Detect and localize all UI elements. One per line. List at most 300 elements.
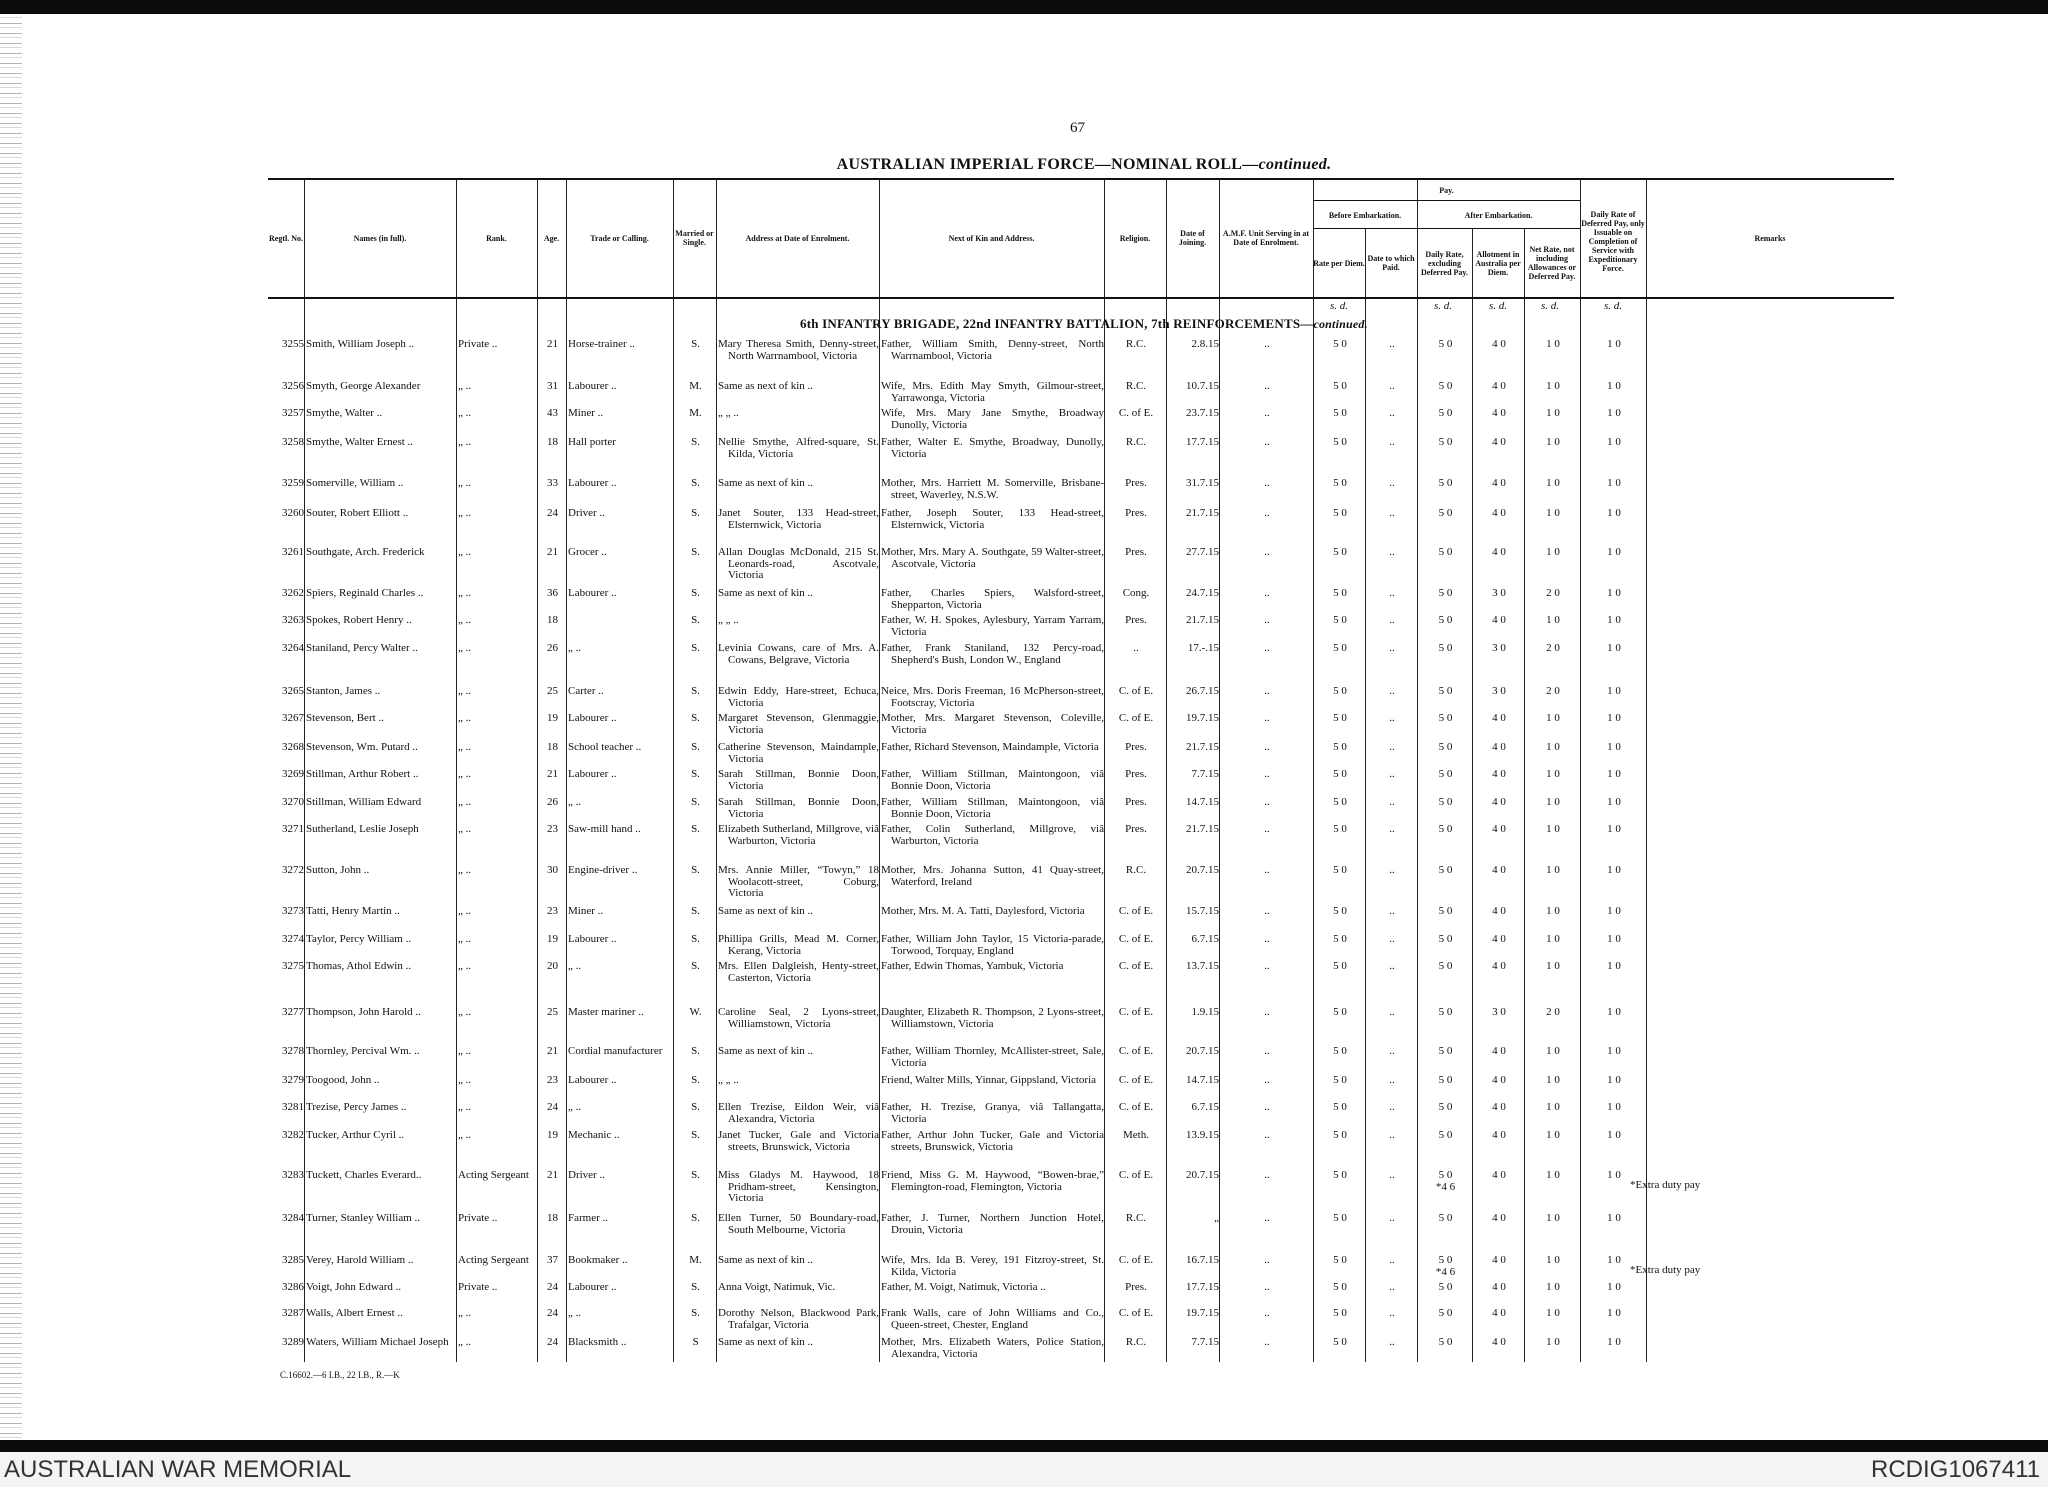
row-3265-trade: Carter .. [568, 686, 604, 697]
row-3265-daily: 5 0 [1438, 686, 1453, 697]
row-3283-no: 3283 [282, 1170, 304, 1181]
row-3282-nok: Father, Arthur John Tucker, Gale and Victoria streets, Brunswick, Victoria [881, 1130, 1104, 1153]
row-3269-ms: S. [691, 769, 700, 780]
row-3265-address: Edwin Eddy, Hare-street, Echuca, Victoria [718, 686, 879, 709]
row-3260-allot: 4 0 [1492, 508, 1506, 519]
row-3282-age: 19 [547, 1130, 558, 1141]
archive-institution: AUSTRALIAN WAR MEMORIAL [4, 1456, 352, 1483]
row-3272-rank: „ .. [458, 865, 472, 876]
header-date-paid: Date to which Paid. [1367, 254, 1415, 272]
row-3260-nok: Father, Joseph Souter, 133 Head-street, Elsternwick, Victoria [881, 508, 1104, 531]
row-3275-age: 20 [547, 961, 558, 972]
page-title [0, 156, 2048, 174]
row-3269-daily: 5 0 [1438, 769, 1453, 780]
row-3270-nok: Father, William Stillman, Maintongoon, viâ Bonnie Doon, Victoria [881, 797, 1104, 820]
row-3261-address: Allan Douglas McDonald, 215 St. Leonards-road, Ascotvale, Victoria [718, 547, 879, 581]
row-3265-allot: 3 0 [1492, 686, 1506, 697]
row-3263-allot: 4 0 [1492, 615, 1506, 626]
row-3256-joined: 10.7.15 [1186, 381, 1219, 392]
row-3264-joined: 17.-.15 [1187, 643, 1219, 654]
row-3257-no: 3257 [282, 408, 304, 419]
section-suffix: continued. [1313, 317, 1368, 331]
row-3256-deferred: 1 0 [1607, 381, 1621, 392]
header-next-of-kin: Next of Kin and Address. [948, 233, 1035, 243]
row-3277-unit: .. [1264, 1007, 1270, 1018]
column-rule [1365, 228, 1366, 1362]
row-3274-nok: Father, William John Taylor, 15 Victoria-parade, Torwood, Torquay, England [881, 934, 1104, 957]
row-3272-ms: S. [691, 865, 700, 876]
row-3267-rate: 5 0 [1333, 713, 1347, 724]
row-3272-joined: 20.7.15 [1186, 865, 1219, 876]
row-3255-deferred: 1 0 [1607, 339, 1621, 350]
row-3263-nok: Father, W. H. Spokes, Aylesbury, Yarram Yarram, Victoria [881, 615, 1104, 638]
row-3267-joined: 19.7.15 [1186, 713, 1219, 724]
archive-id: RCDIG1067411 [1871, 1456, 2040, 1483]
row-3255-religion: R.C. [1125, 339, 1147, 350]
row-3285-rank: Acting Sergeant [458, 1255, 529, 1266]
row-3263-age: 18 [547, 615, 558, 626]
row-3279-deferred: 1 0 [1607, 1075, 1621, 1086]
row-3286-rank: Private .. [458, 1282, 498, 1293]
row-3270-unit: .. [1264, 797, 1270, 808]
row-3273-rank: „ .. [458, 906, 472, 917]
row-3281-joined: 6.7.15 [1191, 1102, 1219, 1113]
row-3278-deferred: 1 0 [1607, 1046, 1621, 1057]
row-3264-trade: „ .. [568, 643, 582, 654]
row-3279-religion: C. of E. [1118, 1075, 1154, 1086]
row-3274-no: 3274 [282, 934, 304, 945]
row-3277-ms: W. [689, 1007, 702, 1018]
row-3262-ms: S. [691, 588, 700, 599]
row-3279-unit: .. [1264, 1075, 1270, 1086]
row-3284-trade: Farmer .. [568, 1213, 609, 1224]
row-3285-trade: Bookmaker .. [568, 1255, 628, 1266]
row-3284-rank: Private .. [458, 1213, 498, 1224]
row-3261-daily: 5 0 [1438, 547, 1453, 558]
row-3264-daily: 5 0 [1438, 643, 1453, 654]
row-3283-net: 1 0 [1546, 1170, 1560, 1181]
row-3255-net: 1 0 [1546, 339, 1560, 350]
row-3279-no: 3279 [282, 1075, 304, 1086]
row-3258-trade: Hall porter [568, 437, 616, 448]
row-3284-name: Turner, Stanley William .. [306, 1213, 421, 1224]
row-3285-joined: 16.7.15 [1186, 1255, 1219, 1266]
header-married: Married or Single. [675, 229, 714, 247]
row-3275-trade: „ .. [568, 961, 582, 972]
row-3289-ms: S [692, 1337, 699, 1348]
row-3274-net: 1 0 [1546, 934, 1560, 945]
row-3274-deferred: 1 0 [1607, 934, 1621, 945]
row-3279-address: „ „ .. [718, 1075, 739, 1086]
row-3267-religion: C. of E. [1118, 713, 1154, 724]
row-3269-religion: Pres. [1125, 769, 1147, 780]
row-3278-daily: 5 0 [1438, 1046, 1453, 1057]
row-3287-rate: 5 0 [1333, 1308, 1347, 1319]
row-3267-allot: 4 0 [1492, 713, 1506, 724]
row-3282-rank: „ .. [458, 1130, 472, 1141]
row-3273-paid: .. [1389, 906, 1395, 917]
row-3257-rank: „ .. [458, 408, 472, 419]
header-bottom-rule [268, 297, 1894, 299]
row-3286-nok: Father, M. Voigt, Natimuk, Victoria .. [881, 1282, 1046, 1293]
row-3275-unit: .. [1264, 961, 1270, 972]
row-3270-no: 3270 [282, 797, 304, 808]
row-3278-rank: „ .. [458, 1046, 472, 1057]
row-3270-religion: Pres. [1125, 797, 1147, 808]
row-3263-net: 1 0 [1546, 615, 1560, 626]
row-3260-paid: .. [1389, 508, 1395, 519]
row-3267-unit: .. [1264, 713, 1270, 724]
row-3264-net: 2 0 [1546, 643, 1560, 654]
row-3262-address: Same as next of kin .. [718, 588, 814, 599]
row-3264-deferred: 1 0 [1607, 643, 1621, 654]
column-rule [1104, 179, 1105, 1362]
row-3271-nok: Father, Colin Sutherland, Millgrove, viâ Warburton, Victoria [881, 824, 1104, 847]
row-3262-age: 36 [547, 588, 558, 599]
row-3277-age: 25 [547, 1007, 558, 1018]
row-3287-age: 24 [547, 1308, 558, 1319]
row-3257-unit: .. [1264, 408, 1270, 419]
row-3282-trade: Mechanic .. [568, 1130, 620, 1141]
row-3278-ms: S. [691, 1046, 700, 1057]
row-3263-no: 3263 [282, 615, 304, 626]
header-regtl-no: Regtl. No. [269, 233, 303, 243]
row-3271-rate: 5 0 [1333, 824, 1347, 835]
row-3287-allot: 4 0 [1492, 1308, 1506, 1319]
row-3256-no: 3256 [282, 381, 304, 392]
row-3286-allot: 4 0 [1492, 1282, 1506, 1293]
row-3263-deferred: 1 0 [1607, 615, 1621, 626]
unit-label-sd: s. d. [1329, 300, 1349, 312]
row-3267-nok: Mother, Mrs. Margaret Stevenson, Coleville, Victoria [881, 713, 1104, 736]
row-3256-trade: Labourer .. [568, 381, 617, 392]
row-3256-ms: M. [689, 381, 702, 392]
row-3269-trade: Labourer .. [568, 769, 617, 780]
row-3275-address: Mrs. Ellen Dalgleish, Henty-street, Casterton, Victoria [718, 961, 879, 984]
row-3277-allot: 3 0 [1492, 1007, 1506, 1018]
row-3279-name: Toogood, John .. [306, 1075, 380, 1086]
row-3279-trade: Labourer .. [568, 1075, 617, 1086]
row-3279-rank: „ .. [458, 1075, 472, 1086]
row-3275-rank: „ .. [458, 961, 472, 972]
row-3289-daily: 5 0 [1438, 1337, 1453, 1348]
row-3260-joined: 21.7.15 [1186, 508, 1219, 519]
header-deferred: Daily Rate of Deferred Pay, only Issuable on Completion of Service with Expeditionary Force. [1581, 209, 1645, 273]
row-3287-address: Dorothy Nelson, Blackwood Park, Trafalgar, Victoria [718, 1308, 879, 1331]
row-3277-paid: .. [1389, 1007, 1395, 1018]
header-trade: Trade or Calling. [590, 233, 649, 243]
row-3261-net: 1 0 [1546, 547, 1560, 558]
row-3285-nok: Wife, Mrs. Ida B. Verey, 191 Fitzroy-street, St. Kilda, Victoria [881, 1255, 1104, 1278]
header-rate-per-diem: Rate per Diem. [1313, 258, 1365, 268]
row-3281-daily: 5 0 [1438, 1102, 1453, 1113]
row-3289-joined: 7.7.15 [1191, 1337, 1219, 1348]
row-3262-nok: Father, Charles Spiers, Walsford-street, Shepparton, Victoria [881, 588, 1104, 611]
row-3274-joined: 6.7.15 [1191, 934, 1219, 945]
row-3265-deferred: 1 0 [1607, 686, 1621, 697]
row-3257-net: 1 0 [1546, 408, 1560, 419]
row-3260-address: Janet Souter, 133 Head-street, Elsternwick, Victoria [718, 508, 879, 531]
row-3263-unit: .. [1264, 615, 1270, 626]
row-3264-allot: 3 0 [1492, 643, 1506, 654]
row-3263-ms: S. [691, 615, 700, 626]
row-3278-paid: .. [1389, 1046, 1395, 1057]
row-3287-name: Walls, Albert Ernest .. [306, 1308, 403, 1319]
header-pay: Pay. [1439, 185, 1454, 195]
row-3287-trade: „ .. [568, 1308, 582, 1319]
row-3269-joined: 7.7.15 [1191, 769, 1219, 780]
row-3272-religion: R.C. [1125, 865, 1147, 876]
row-3262-trade: Labourer .. [568, 588, 617, 599]
row-3269-net: 1 0 [1546, 769, 1560, 780]
row-3272-address: Mrs. Annie Miller, “Towyn,” 18 Woolacott-street, Coburg, Victoria [718, 865, 879, 899]
row-3271-net: 1 0 [1546, 824, 1560, 835]
row-3261-age: 21 [547, 547, 558, 558]
row-3267-paid: .. [1389, 713, 1395, 724]
row-3277-nok: Daughter, Elizabeth R. Thompson, 2 Lyons-street, Williamstown, Victoria [881, 1007, 1104, 1030]
row-3259-allot: 4 0 [1492, 478, 1506, 489]
header-rank: Rank. [486, 233, 507, 243]
archive-strip [0, 1452, 2048, 1487]
row-3261-ms: S. [691, 547, 700, 558]
row-3273-age: 23 [547, 906, 558, 917]
row-3267-net: 1 0 [1546, 713, 1560, 724]
row-3282-name: Tucker, Arthur Cyril .. [306, 1130, 405, 1141]
row-3285-unit: .. [1264, 1255, 1270, 1266]
row-3264-address: Levinia Cowans, care of Mrs. A. Cowans, Belgrave, Victoria [718, 643, 879, 666]
row-3289-religion: R.C. [1125, 1337, 1147, 1348]
row-3282-net: 1 0 [1546, 1130, 1560, 1141]
row-3271-no: 3271 [282, 824, 304, 835]
row-3270-allot: 4 0 [1492, 797, 1506, 808]
row-3256-paid: .. [1389, 381, 1395, 392]
header-net-rate: Net Rate, not including Allowances or Deferred Pay. [1527, 245, 1577, 281]
row-3264-name: Staniland, Percy Walter .. [306, 643, 418, 654]
row-3265-joined: 26.7.15 [1186, 686, 1219, 697]
row-3282-no: 3282 [282, 1130, 304, 1141]
row-3281-religion: C. of E. [1118, 1102, 1154, 1113]
row-3268-net: 1 0 [1546, 742, 1560, 753]
row-3273-net: 1 0 [1546, 906, 1560, 917]
row-3272-age: 30 [547, 865, 558, 876]
row-3259-address: Same as next of kin .. [718, 478, 814, 489]
row-3258-name: Smythe, Walter Ernest .. [306, 437, 414, 448]
row-3265-rate: 5 0 [1333, 686, 1347, 697]
row-3268-allot: 4 0 [1492, 742, 1506, 753]
row-3261-paid: .. [1389, 547, 1395, 558]
row-3272-unit: .. [1264, 865, 1270, 876]
row-3283-ms: S. [691, 1170, 700, 1181]
row-3282-joined: 13.9.15 [1186, 1130, 1219, 1141]
row-3285-daily: 5 0 *4 6 [1435, 1255, 1456, 1278]
row-3285-paid: .. [1389, 1255, 1395, 1266]
row-3275-no: 3275 [282, 961, 304, 972]
column-rule [304, 179, 305, 1362]
row-3279-rate: 5 0 [1333, 1075, 1347, 1086]
row-3283-religion: C. of E. [1118, 1170, 1154, 1181]
column-rule [1524, 228, 1525, 1362]
row-3281-allot: 4 0 [1492, 1102, 1506, 1113]
row-3271-deferred: 1 0 [1607, 824, 1621, 835]
row-3269-nok: Father, William Stillman, Maintongoon, viâ Bonnie Doon, Victoria [881, 769, 1104, 792]
row-3269-deferred: 1 0 [1607, 769, 1621, 780]
row-3263-address: „ „ .. [718, 615, 739, 626]
row-3264-age: 26 [547, 643, 558, 654]
row-3257-trade: Miner .. [568, 408, 604, 419]
row-3261-joined: 27.7.15 [1186, 547, 1219, 558]
row-3277-name: Thompson, John Harold .. [306, 1007, 421, 1018]
row-3273-nok: Mother, Mrs. M. A. Tatti, Daylesford, Victoria [881, 906, 1085, 917]
row-3263-name: Spokes, Robert Henry .. [306, 615, 412, 626]
row-3282-paid: .. [1389, 1130, 1395, 1141]
unit-label-sd: s. d. [1540, 300, 1560, 312]
row-3258-net: 1 0 [1546, 437, 1560, 448]
row-3256-allot: 4 0 [1492, 381, 1506, 392]
row-3260-name: Souter, Robert Elliott .. [306, 508, 409, 519]
row-3277-trade: Master mariner .. [568, 1007, 644, 1018]
row-3260-trade: Driver .. [568, 508, 605, 519]
row-3258-address: Nellie Smythe, Alfred-square, St. Kilda, Victoria [718, 437, 879, 460]
column-rule [716, 179, 717, 1362]
row-3269-allot: 4 0 [1492, 769, 1506, 780]
row-3283-unit: .. [1264, 1170, 1270, 1181]
row-3287-deferred: 1 0 [1607, 1308, 1621, 1319]
row-3278-rate: 5 0 [1333, 1046, 1347, 1057]
row-3279-allot: 4 0 [1492, 1075, 1506, 1086]
row-3269-no: 3269 [282, 769, 304, 780]
row-3263-religion: Pres. [1125, 615, 1147, 626]
row-3273-address: Same as next of kin .. [718, 906, 814, 917]
row-3284-paid: .. [1389, 1213, 1395, 1224]
row-3285-address: Same as next of kin .. [718, 1255, 814, 1266]
row-3272-deferred: 1 0 [1607, 865, 1621, 876]
row-3265-unit: .. [1264, 686, 1270, 697]
row-3281-no: 3281 [282, 1102, 304, 1113]
row-3256-rank: „ .. [458, 381, 472, 392]
row-3258-no: 3258 [282, 437, 304, 448]
row-3274-trade: Labourer .. [568, 934, 617, 945]
header-age: Age. [543, 233, 560, 243]
row-3255-allot: 4 0 [1492, 339, 1506, 350]
row-3258-rate: 5 0 [1333, 437, 1347, 448]
row-3260-rank: „ .. [458, 508, 472, 519]
row-3262-rate: 5 0 [1333, 588, 1347, 599]
row-3270-ms: S. [691, 797, 700, 808]
row-3277-deferred: 1 0 [1607, 1007, 1621, 1018]
row-3257-age: 43 [547, 408, 558, 419]
row-3261-name: Southgate, Arch. Frederick [306, 547, 425, 558]
row-3281-deferred: 1 0 [1607, 1102, 1621, 1113]
row-3271-unit: .. [1264, 824, 1270, 835]
row-3264-unit: .. [1264, 643, 1270, 654]
row-3284-nok: Father, J. Turner, Northern Junction Hotel, Drouin, Victoria [881, 1213, 1104, 1236]
row-3277-net: 2 0 [1546, 1007, 1560, 1018]
row-3285-allot: 4 0 [1492, 1255, 1506, 1266]
unit-label-sd: s. d. [1433, 300, 1453, 312]
row-3275-joined: 13.7.15 [1186, 961, 1219, 972]
row-3259-age: 33 [547, 478, 558, 489]
row-3270-name: Stillman, William Edward [306, 797, 422, 808]
row-3286-net: 1 0 [1546, 1282, 1560, 1293]
row-3260-no: 3260 [282, 508, 304, 519]
row-3260-unit: .. [1264, 508, 1270, 519]
column-rule [1580, 179, 1581, 1362]
row-3281-age: 24 [547, 1102, 558, 1113]
row-3260-religion: Pres. [1125, 508, 1147, 519]
row-3272-rate: 5 0 [1333, 865, 1347, 876]
row-3275-nok: Father, Edwin Thomas, Yambuk, Victoria [881, 961, 1064, 972]
row-3269-unit: .. [1264, 769, 1270, 780]
row-3286-daily: 5 0 [1438, 1282, 1453, 1293]
row-3274-rank: „ .. [458, 934, 472, 945]
row-3282-address: Janet Tucker, Gale and Victoria streets, Brunswick, Victoria [718, 1130, 879, 1153]
row-3269-age: 21 [547, 769, 558, 780]
row-3259-name: Somerville, William .. [306, 478, 404, 489]
row-3271-age: 23 [547, 824, 558, 835]
row-3256-net: 1 0 [1546, 381, 1560, 392]
row-3256-unit: .. [1264, 381, 1270, 392]
row-3265-net: 2 0 [1546, 686, 1560, 697]
row-3261-religion: Pres. [1125, 547, 1147, 558]
row-3282-rate: 5 0 [1333, 1130, 1347, 1141]
row-3269-rate: 5 0 [1333, 769, 1347, 780]
row-3268-daily: 5 0 [1438, 742, 1453, 753]
row-3258-unit: .. [1264, 437, 1270, 448]
row-3284-joined: „ [1214, 1213, 1219, 1224]
row-3284-allot: 4 0 [1492, 1213, 1506, 1224]
row-3281-nok: Father, H. Trezise, Granya, viâ Tallangatta, Victoria [881, 1102, 1104, 1125]
header-religion: Religion. [1119, 233, 1151, 243]
row-3283-rate: 5 0 [1333, 1170, 1347, 1181]
row-3262-rank: „ .. [458, 588, 472, 599]
row-3256-rate: 5 0 [1333, 381, 1347, 392]
row-3281-rank: „ .. [458, 1102, 472, 1113]
row-3284-unit: .. [1264, 1213, 1270, 1224]
row-3271-allot: 4 0 [1492, 824, 1506, 835]
row-3264-no: 3264 [282, 643, 304, 654]
row-3274-daily: 5 0 [1438, 934, 1453, 945]
row-3286-address: Anna Voigt, Natimuk, Vic. [718, 1282, 836, 1293]
row-3262-unit: .. [1264, 588, 1270, 599]
row-3262-joined: 24.7.15 [1186, 588, 1219, 599]
row-3261-allot: 4 0 [1492, 547, 1506, 558]
title-suffix: continued. [1258, 156, 1332, 173]
row-3281-net: 1 0 [1546, 1102, 1560, 1113]
row-3289-rank: „ .. [458, 1337, 472, 1348]
row-3283-trade: Driver .. [568, 1170, 605, 1181]
row-3273-deferred: 1 0 [1607, 906, 1621, 917]
row-3279-joined: 14.7.15 [1186, 1075, 1219, 1086]
row-3282-deferred: 1 0 [1607, 1130, 1621, 1141]
column-rule [673, 179, 674, 1362]
row-3274-age: 19 [547, 934, 558, 945]
row-3261-nok: Mother, Mrs. Mary A. Southgate, 59 Walter-street, Ascotvale, Victoria [881, 547, 1104, 570]
row-3258-daily: 5 0 [1438, 437, 1453, 448]
row-3264-paid: .. [1389, 643, 1395, 654]
row-3284-deferred: 1 0 [1607, 1213, 1621, 1224]
row-3285-remarks: *Extra duty pay [1630, 1265, 1701, 1276]
row-3283-remarks: *Extra duty pay [1630, 1180, 1701, 1191]
row-3287-paid: .. [1389, 1308, 1395, 1319]
row-3259-paid: .. [1389, 478, 1395, 489]
row-3289-unit: .. [1264, 1337, 1270, 1348]
row-3258-rank: „ .. [458, 437, 472, 448]
row-3255-joined: 2.8.15 [1191, 339, 1219, 350]
row-3270-paid: .. [1389, 797, 1395, 808]
row-3265-rank: „ .. [458, 686, 472, 697]
row-3287-religion: C. of E. [1118, 1308, 1154, 1319]
row-3277-rate: 5 0 [1333, 1007, 1347, 1018]
